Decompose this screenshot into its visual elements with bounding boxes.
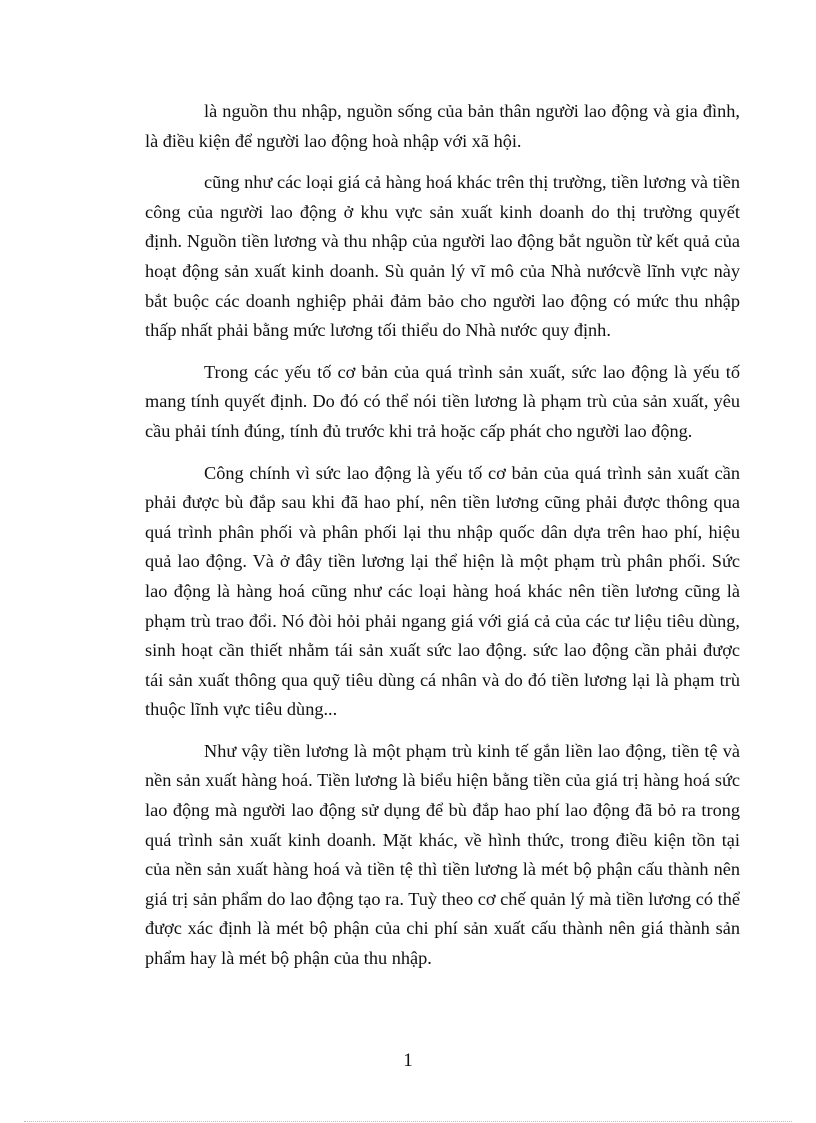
paragraph-4: Công chính vì sức lao động là yếu tố cơ bản của quá trình sản xuất cần phải được bù đắp sau khi đã hao phí, nên tiền lương cũng phải được thông qua quá trình phân phối và phân phối lại thu nhập quốc dân dựa trên hao phí, hiệu quả lao động. Và ở đây tiền lương lại thể hiện là một phạm trù phân phối. Sức lao động là hàng hoá cũng như các loại hàng hoá khác nên tiền lương cũng là phạm trù trao đổi. Nó đòi hỏi phải ngang giá với giá cả của các tư liệu tiêu dùng, sinh hoạt cần thiết nhằm tái sản xuất sức lao động. sức lao động cần phải được tái sản xuất thông qua quỹ tiêu dùng cá nhân và do đó tiền lương lại là phạm trù thuộc lĩnh vực tiêu dùng... [145,462,740,720]
paragraph-2: cũng như các loại giá cả hàng hoá khác trên thị trường, tiền lương và tiền công của người lao động ở khu vực sản xuất kinh doanh do thị trường quyết định. Nguồn tiền lương và thu nhập của người lao động bắt nguồn từ kết quả của hoạt động sản xuất kinh doanh. Sù quản lý vĩ mô của Nhà nướcvề lĩnh vực này bắt buộc các doanh nghiệp phải đảm bảo cho người lao động có mức thu nhập thấp nhất phải bằng mức lương tối thiểu do Nhà nước quy định. [145,172,740,341]
page-number: 1 [403,1050,413,1071]
paragraph-1: là nguồn thu nhập, nguồn sống của bản thân người lao động và gia đình, là điều kiện để người lao động hoà nhập với xã hội. [145,101,740,151]
paragraph-3: Trong các yếu tố cơ bản của quá trình sản xuất, sức lao động là yếu tố mang tính quyết định. Do đó có thể nói tiền lương là phạm trù của sản xuất, yêu cầu phải tính đúng, tính đủ trước khi trả hoặc cấp phát cho người lao động. [145,361,740,441]
page-bottom-divider [24,1121,792,1122]
paragraph-5: Như vậy tiền lương là một phạm trù kinh tế gắn liền lao động, tiền tệ và nền sản xuất hàng hoá. Tiền lương là biểu hiện bằng tiền của giá trị hàng hoá sức lao động mà người lao động sử dụng để bù đắp hao phí lao động đã bỏ ra trong quá trình sản xuất kinh doanh. Mặt khác, về hình thức, trong điều kiện tồn tại của nền sản xuất hàng hoá và tiền tệ thì tiền lương là mét bộ phận cấu thành nên giá trị sản phẩm do lao động tạo ra. Tuỳ theo cơ chế quản lý mà tiền lương có thể được xác định là mét bộ phận của chi phí sản xuất cấu thành nên giá thành sản phẩm hay là mét bộ phận của thu nhập. [145,740,740,969]
document-body [145,97,740,986]
